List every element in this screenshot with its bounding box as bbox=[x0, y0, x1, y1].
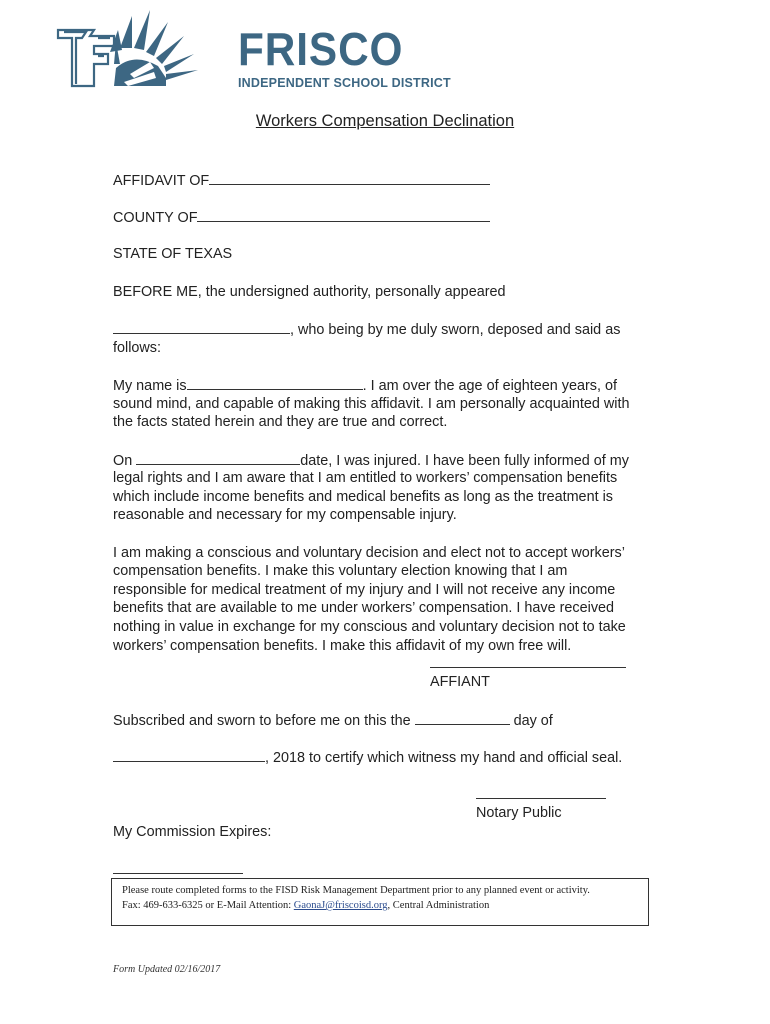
decision-line: compensation benefits. I make this voluntary election knowing that I am bbox=[113, 563, 568, 579]
notice-line-1: Please route completed forms to the FISD Risk Management Department prior to any planned event or activity. bbox=[122, 885, 590, 896]
name-line-2: sound mind, and capable of making this affidavit. I am personally acquainted with bbox=[113, 396, 630, 412]
name-prefix: My name is bbox=[113, 378, 187, 394]
day-blank[interactable] bbox=[415, 711, 510, 725]
decision-line: nothing in value in exchange for my conscious and voluntary decision not to take bbox=[113, 619, 626, 635]
subscribed-prefix: Subscribed and sworn to before me on this the bbox=[113, 713, 415, 729]
year-after-text: , 2018 to certify which witness my hand and official seal. bbox=[265, 750, 623, 766]
page-title: Workers Compensation Declination bbox=[255, 112, 515, 130]
year-line bbox=[113, 748, 622, 768]
month-blank[interactable] bbox=[113, 748, 265, 762]
routing-notice-box bbox=[111, 878, 649, 926]
brand-subtitle: INDEPENDENT SCHOOL DISTRICT bbox=[238, 76, 451, 90]
commission-label: My Commission Expires: bbox=[113, 824, 272, 840]
appeared-continued: follows: bbox=[113, 340, 161, 356]
notary-label: Notary Public bbox=[476, 805, 562, 821]
affiant-signature-line[interactable] bbox=[430, 667, 626, 668]
state-line: STATE OF TEXAS bbox=[113, 246, 233, 262]
frisco-logo-icon bbox=[54, 8, 232, 92]
notary-signature-line[interactable] bbox=[476, 798, 606, 799]
appeared-after-text: , who being by me duly sworn, deposed and said as bbox=[290, 322, 621, 338]
on-after-text: date, I was injured. I have been fully informed of my bbox=[300, 453, 629, 469]
on-date-line bbox=[113, 451, 629, 471]
subscribed-after-text: day of bbox=[509, 713, 553, 729]
before-me-line: BEFORE ME, the undersigned authority, personally appeared bbox=[113, 284, 506, 300]
county-of-blank[interactable] bbox=[197, 208, 490, 222]
decision-line: benefits that are available to me under workers’ compensation. I have received bbox=[113, 600, 615, 616]
commission-date-line[interactable] bbox=[113, 873, 243, 874]
notice-suffix-text: , Central Administration bbox=[387, 900, 490, 911]
on-line-3: which include income benefits and medical benefits as long as the treatment is bbox=[113, 489, 613, 505]
decision-line: workers’ compensation benefits. I make this affidavit of my own free will. bbox=[113, 638, 572, 654]
notice-fax-text: Fax: 469-633-6325 or E-Mail Attention: bbox=[122, 900, 294, 911]
injury-date-blank[interactable] bbox=[136, 451, 300, 465]
notice-line-2 bbox=[122, 898, 638, 913]
appeared-line bbox=[113, 320, 620, 340]
appeared-name-blank[interactable] bbox=[113, 320, 290, 334]
name-blank[interactable] bbox=[187, 376, 363, 390]
affiant-label: AFFIANT bbox=[430, 674, 490, 690]
county-of-label: COUNTY OF bbox=[113, 210, 198, 226]
decision-line: responsible for medical treatment of my injury and I will not receive any income bbox=[113, 582, 616, 598]
decision-line: I am making a conscious and voluntary decision and elect not to accept workers’ bbox=[113, 545, 625, 561]
notice-email-link[interactable]: GaonaJ@friscoisd.org bbox=[293, 900, 388, 911]
name-line bbox=[113, 376, 617, 396]
affidavit-of-label: AFFIDAVIT OF bbox=[113, 173, 210, 189]
on-line-4: reasonable and necessary for my compensable injury. bbox=[113, 507, 457, 523]
brand-name: FRISCO bbox=[238, 23, 404, 75]
affidavit-of-blank[interactable] bbox=[209, 171, 490, 185]
affidavit-of-line bbox=[113, 171, 490, 191]
name-after-text: . I am over the age of eighteen years, of bbox=[362, 378, 617, 394]
on-line-2: legal rights and I am aware that I am entitled to workers’ compensation benefits bbox=[113, 470, 618, 486]
subscribed-line bbox=[113, 711, 553, 731]
on-prefix: On bbox=[113, 453, 137, 469]
name-line-3: the facts stated herein and they are true and correct. bbox=[113, 414, 448, 430]
county-of-line bbox=[113, 208, 490, 228]
form-updated-note: Form Updated 02/16/2017 bbox=[113, 964, 221, 975]
